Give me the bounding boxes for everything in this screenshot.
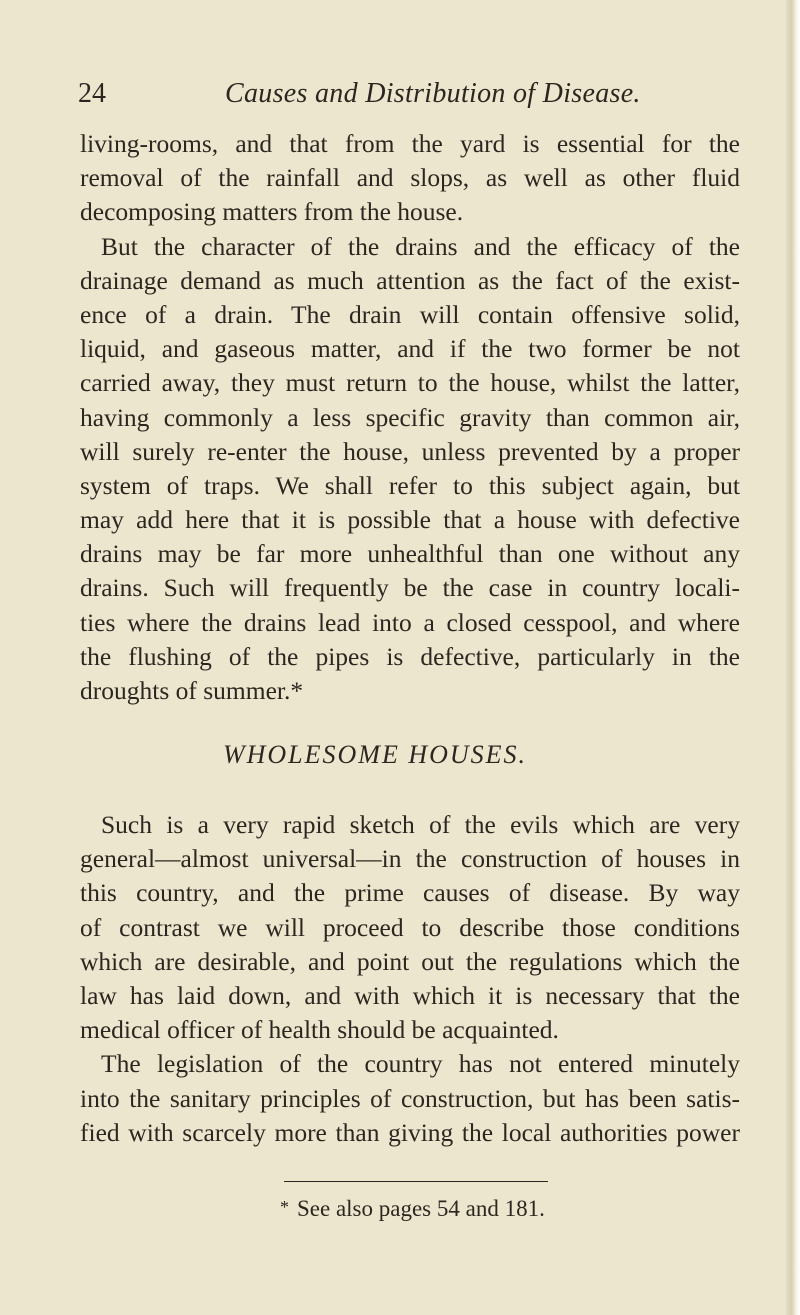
text-line: drains may be far more unhealthful than one without any — [80, 539, 740, 569]
body-text-bottom — [80, 808, 740, 1150]
text-line: carried away, they must return to the house, whilst the latter, — [80, 368, 740, 398]
text-line: into the sanitary principles of construction, but has been satis- — [80, 1083, 740, 1113]
page-header — [78, 74, 738, 114]
text-line: Such is a very rapid sketch of the evils which are very — [101, 810, 740, 839]
text-line: having commonly a less specific gravity than common air, — [80, 402, 740, 432]
text-line: removal of the rainfall and slops, as well as other fluid — [80, 163, 740, 193]
text-line: general—almost universal—in the construction of houses in — [80, 844, 740, 874]
text-line: will surely re-enter the house, unless prevented by a proper — [80, 436, 740, 466]
footnote-mark: * — [280, 1197, 289, 1217]
text-line: drains. Such will frequently be the case in country locali- — [80, 573, 740, 603]
footnote-text: See also pages 54 and 181. — [297, 1196, 545, 1221]
footnote-rule — [284, 1181, 548, 1182]
text-line: fied with scarcely more than giving the local authorities power — [80, 1117, 740, 1147]
text-line: the flushing of the pipes is defective, particularly in the — [80, 641, 740, 671]
page-number: 24 — [78, 78, 106, 109]
text-line: this country, and the prime causes of disease. By way — [80, 878, 740, 908]
text-line: living-rooms, and that from the yard is essential for the — [80, 129, 740, 158]
body-text-top — [80, 127, 740, 708]
text-line: The legislation of the country has not entered minutely — [101, 1049, 740, 1079]
text-line: ties where the drains lead into a closed cesspool, and where — [80, 607, 740, 637]
running-title: Causes and Distribution of Disease. — [225, 78, 641, 109]
text-line: law has laid down, and with which it is necessary that the — [80, 980, 740, 1010]
section-heading: WHOLESOME HOUSES. — [222, 740, 528, 769]
text-line: But the character of the drains and the efficacy of the — [101, 231, 740, 261]
text-line: droughts of summer.* — [80, 676, 304, 705]
text-line: ence of a drain. The drain will contain offensive solid, — [80, 299, 740, 329]
text-line: drainage demand as much attention as the fact of the exist- — [80, 265, 740, 295]
text-line: liquid, and gaseous matter, and if the two former be not — [80, 334, 740, 364]
text-line: may add here that it is possible that a house with defective — [80, 505, 740, 535]
text-line: system of traps. We shall refer to this subject again, but — [80, 470, 740, 500]
text-line: which are desirable, and point out the regulations which the — [80, 946, 740, 976]
text-line: of contrast we will proceed to describe those conditions — [80, 912, 740, 942]
footnote — [280, 1192, 545, 1227]
text-line: medical officer of health should be acquainted. — [80, 1015, 559, 1045]
text-line: decomposing matters from the house. — [80, 197, 464, 227]
page-edge — [786, 0, 800, 1315]
